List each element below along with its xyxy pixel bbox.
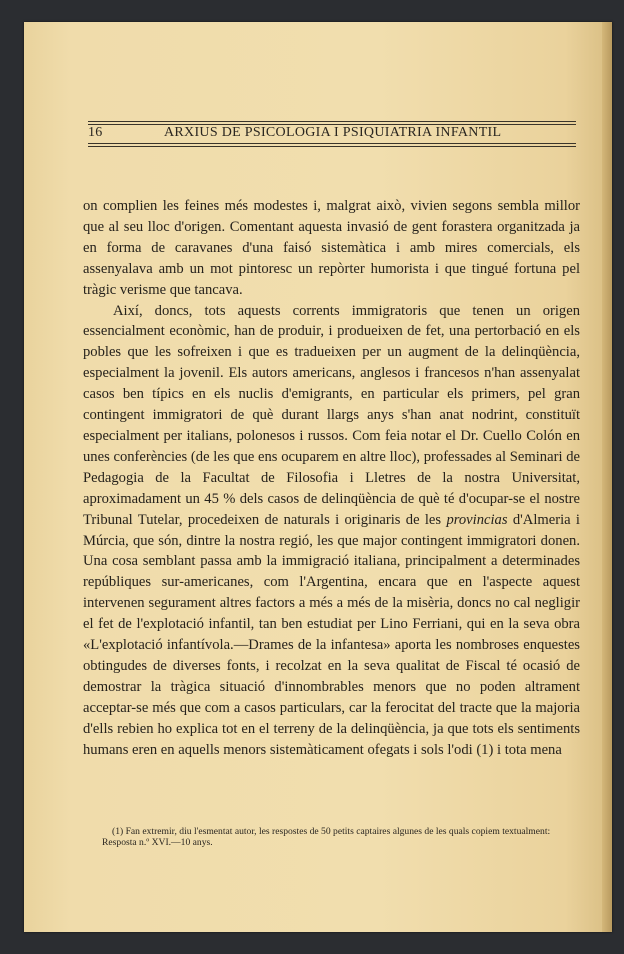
page-edge-shadow (602, 22, 612, 932)
body-text (83, 196, 580, 760)
paragraph-1: on complien les feines més modestes i, malgrat això, vivien segons sembla millor que al seu lloc d'origen. Comentant aquesta invasió de gent forastera organitzada ja en forma de caravanes d'una faisó sistemàtica i amb mires comercials, els assenyalava amb un mot pintoresc un repòrter humorista i que tingué fortuna pel tràgic verisme que tancava. (83, 198, 580, 298)
footnote-text: (1) Fan extremir, diu l'esmentat autor, les respostes de 50 petits captaires algunes de les quals copiem textualment: (112, 826, 551, 837)
header-rule-bottom-inner (88, 143, 576, 144)
page-header (88, 118, 576, 162)
running-title: ARXIUS DE PSICOLOGIA I PSIQUIATRIA INFANTIL (164, 125, 502, 140)
footnote (86, 826, 580, 848)
footnote-answer: Resposta n.º XVI.—10 anys. (102, 837, 213, 849)
header-rule-top (88, 121, 576, 122)
paragraph-2-part-2: d'Almeria i Múrcia, que són, dintre la nostra regió, les que major contingent immigratori donen. Una cosa semblant passa amb la immigració italiana, principalment a determinades repúbliques sur-americanes, com l'Argentina, encara que en l'aspecte aquest intervenen segurament altres factors a més a més de la misèria, doncs no cal negligir el fet de l'explotació infantil, tan ben estudiat per Lino Ferriani, qui en la seva obra «L'explotació infantívola.—Drames de la infantesa» aporta les nombroses enquestes obtingudes de diverses fonts, i recolzat en la seva qualitat de Fiscal té ocasió de demostrar la tràgica situació d'innombrables menors que no poden altrament acceptar-se més que com a casos particulars, car la ferocitat del tracte que la majoria d'ells rebien ho explica tot en el terreny de la delinqüència, ja que tots els sentiments humans eren en aquells menors sistemàticament ofegats i sols l'odi (1) i tota mena (83, 511, 580, 758)
paragraph-2 (83, 301, 580, 761)
paragraph-2-part-1: Així, doncs, tots aquests corrents immigratoris que tenen un origen essencialment econòmic, han de produir, i produeixen de fet, una pertorbació en els pobles que les sofreixen i que es tradueixen per un augment de la delinqüència, especialment la jovenil. Els autors americans, anglesos i francesos n'han assenyalat casos ben típics en els nuclis d'emigrants, en particular els primers, pel gran contingent immigratori de què durant llargs anys s'han anat nodrint, constituït especialment per italians, polonesos i russos. Com feia notar el Dr. Cuello Colón en unes conferències (de les que ens ocuparem en altre lloc), professades al Seminari de Pedagogia de la Facultat de Filosofia i Lletres de la nostra Universitat, aproximadament un 45 % dels casos de delinqüència de què té d'ocupar-se el nostre Tribunal Tutelar, procedeixen de naturals i originaris de les (83, 302, 580, 528)
header-text (88, 125, 576, 143)
italic-term: provincias (446, 511, 508, 528)
page-number: 16 (88, 125, 103, 140)
header-rule-bottom (88, 146, 576, 147)
